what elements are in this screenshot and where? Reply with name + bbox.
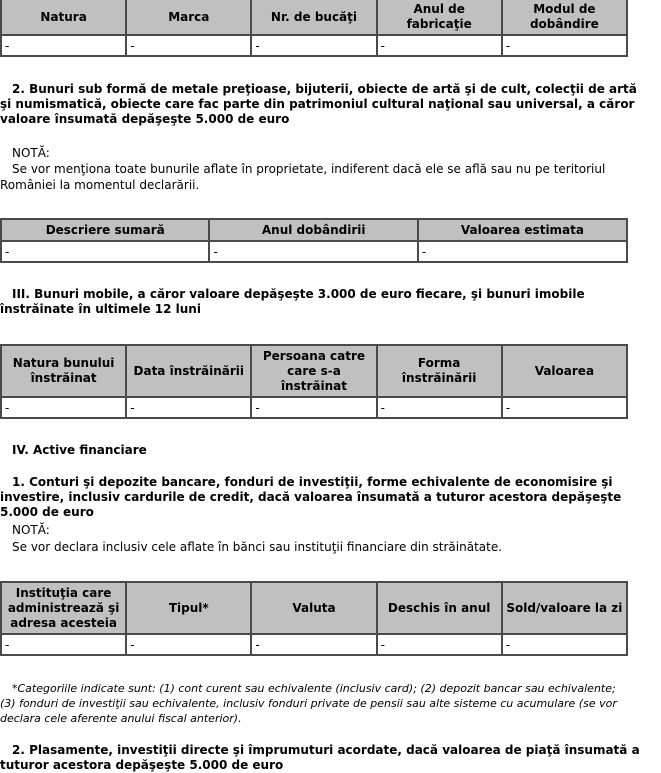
table-cell: -	[209, 241, 417, 262]
accounts-header-type: Tipul*	[126, 582, 251, 634]
vehicles-header-natura: Natura	[1, 0, 126, 35]
accounts-footnote: *Categoriile indicate sunt: (1) cont curent sau echivalente (inclusiv card); (2) depozit bancar sau echivalente; (3) fonduri de investiţii sau echivalente, inclusiv fonduri private de pensii sau alte sisteme cu acumulare (se vor declara cele aferente anului fiscal anterior).	[0, 682, 617, 725]
table-row	[1, 35, 627, 56]
accounts-heading: 1. Conturi şi depozite bancare, fonduri de investiţii, forme echivalente de economisire şi investire, inclusiv cardurile de credit, dacă valoarea însumată a tuturor acestora depăşeşte 5.000 de euro	[0, 475, 622, 519]
alienated-table	[0, 344, 628, 419]
financial-heading: IV. Active financiare	[12, 443, 147, 457]
accounts-note-text: Se vor declara inclusiv cele aflate în bănci sau instituţii financiare din străinătate.	[12, 540, 503, 554]
accounts-note-label: NOTĂ:	[12, 523, 50, 537]
alienated-header-form: Forma înstrăinării	[377, 345, 502, 397]
vehicles-header-acquisition: Modul de dobândire	[502, 0, 627, 35]
table-cell: -	[126, 634, 251, 655]
vehicles-header-year: Anul de fabricaţie	[377, 0, 502, 35]
table-row	[1, 397, 627, 418]
vehicles-header-count: Nr. de bucăţi	[251, 0, 376, 35]
valuables-header-value: Valoarea estimata	[418, 219, 627, 241]
table-cell: -	[1, 397, 126, 418]
table-cell: -	[502, 397, 627, 418]
alienated-header-person: Persoana catre care s-a înstrăinat	[251, 345, 376, 397]
vehicles-table	[0, 0, 628, 57]
accounts-table	[0, 581, 628, 656]
table-cell: -	[1, 35, 126, 56]
alienated-header-date: Data înstrăinării	[126, 345, 251, 397]
alienated-heading: III. Bunuri mobile, a căror valoare depăşeşte 3.000 de euro fiecare, şi bunuri imobile înstrăinate în ultimele 12 luni	[0, 287, 585, 316]
alienated-header-nature: Natura bunului înstrăinat	[1, 345, 126, 397]
valuables-note-label: NOTĂ:	[12, 146, 50, 160]
table-cell: -	[251, 397, 376, 418]
table-cell: -	[126, 397, 251, 418]
table-cell: -	[251, 634, 376, 655]
accounts-header-opened: Deschis în anul	[377, 582, 502, 634]
table-cell: -	[377, 35, 502, 56]
table-cell: -	[1, 634, 126, 655]
table-row	[1, 241, 627, 262]
valuables-table	[0, 218, 628, 263]
valuables-note-text: Se vor menţiona toate bunurile aflate în proprietate, indiferent dacă ele se află sau nu pe teritoriul României la momentul declarării.	[0, 162, 606, 192]
table-cell: -	[502, 35, 627, 56]
valuables-header-description: Descriere sumară	[1, 219, 209, 241]
accounts-header-currency: Valuta	[251, 582, 376, 634]
table-cell: -	[418, 241, 627, 262]
valuables-heading: 2. Bunuri sub formă de metale preţioase, bijuterii, obiecte de artă şi de cult, colecţii de artă şi numismatică, obiecte care fac parte din patrimoniul cultural naţional sau universal, a căror valoare însumată depăşeşte 5.000 de euro	[0, 82, 637, 126]
table-cell: -	[1, 241, 209, 262]
table-row	[1, 634, 627, 655]
alienated-header-value: Valoarea	[502, 345, 627, 397]
table-cell: -	[251, 35, 376, 56]
valuables-header-year: Anul dobândirii	[209, 219, 417, 241]
accounts-header-balance: Sold/valoare la zi	[502, 582, 627, 634]
vehicles-header-marca: Marca	[126, 0, 251, 35]
investments-heading: 2. Plasamente, investiţii directe şi împrumuturi acordate, dacă valoarea de piaţă însumată a tuturor acestora depăşeşte 5.000 de euro	[0, 743, 640, 772]
table-cell: -	[377, 397, 502, 418]
accounts-header-institution: Instituţia care administrează şi adresa acesteia	[1, 582, 126, 634]
table-cell: -	[126, 35, 251, 56]
table-cell: -	[502, 634, 627, 655]
table-cell: -	[377, 634, 502, 655]
